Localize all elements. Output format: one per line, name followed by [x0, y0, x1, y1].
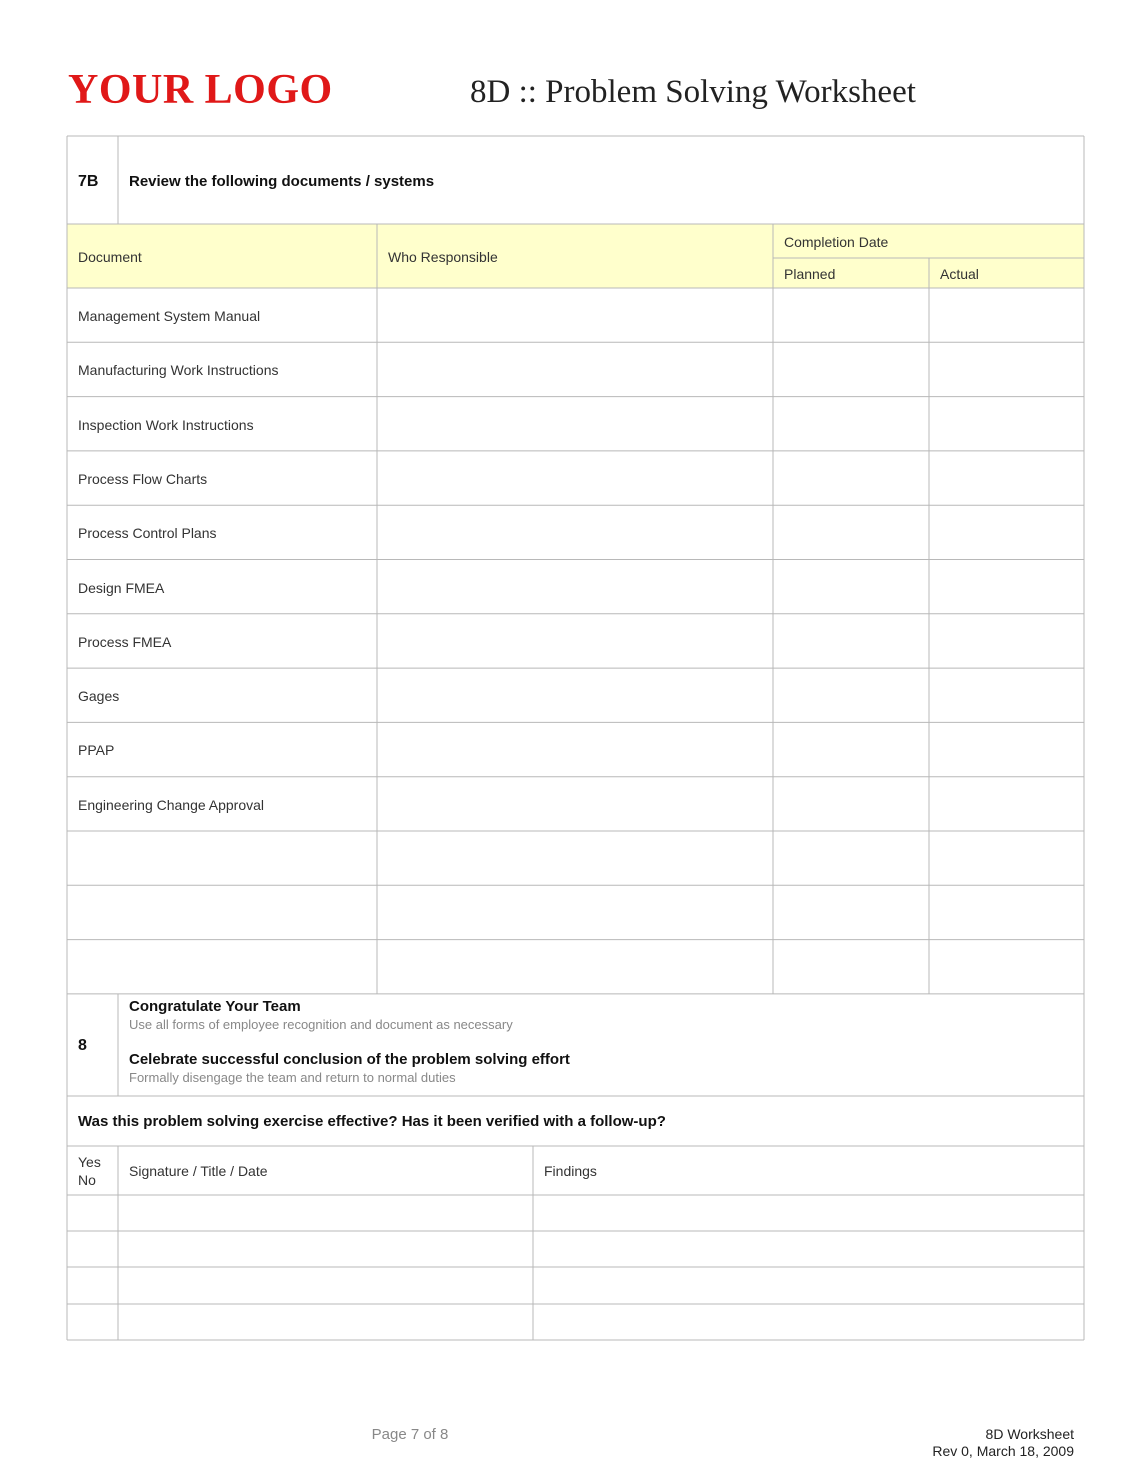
page-number: Page 7 of 8	[371, 1426, 449, 1443]
document-row-label: Manufacturing Work Instructions	[78, 362, 279, 379]
column-header-actual: Actual	[940, 266, 979, 282]
document-row-label: Engineering Change Approval	[78, 796, 265, 813]
column-header-planned: Planned	[784, 266, 836, 282]
footer-doc-name: 8D Worksheet	[985, 1426, 1074, 1442]
document-row-label: Process Control Plans	[78, 525, 217, 542]
column-header-completion-date: Completion Date	[784, 234, 889, 250]
column-header-no: No	[78, 1172, 96, 1188]
document-row-label: Gages	[78, 688, 120, 705]
effectiveness-question: Was this problem solving exercise effective? Has it been verified with a follow-up?	[78, 1113, 666, 1130]
document-row-label: Design FMEA	[78, 579, 165, 596]
document-row-label: PPAP	[78, 742, 115, 759]
column-header-who-responsible: Who Responsible	[388, 249, 498, 265]
section-7b-heading: Review the following documents / systems	[129, 173, 435, 190]
document-row-label: Management System Manual	[78, 308, 261, 324]
column-header-document: Document	[78, 249, 142, 265]
page-title: 8D :: Problem Solving Worksheet	[470, 74, 916, 110]
section-8-number: 8	[78, 1037, 87, 1054]
section-8-title-celebrate: Celebrate successful conclusion of the problem solving effort	[129, 1051, 570, 1068]
column-header-signature: Signature / Title / Date	[129, 1163, 268, 1179]
company-logo: YOUR LOGO	[68, 67, 333, 113]
section-8-sub-recognition: Use all forms of employee recognition and document as necessary	[129, 1017, 513, 1032]
section-8-title-congratulate: Congratulate Your Team	[129, 998, 301, 1015]
document-row-label: Inspection Work Instructions	[78, 416, 254, 433]
section-7b-number: 7B	[78, 173, 99, 190]
column-header-findings: Findings	[544, 1163, 597, 1179]
document-row-label: Process Flow Charts	[78, 470, 208, 487]
document-row-label: Process FMEA	[78, 633, 172, 650]
column-header-yes: Yes	[78, 1154, 101, 1170]
footer-revision: Rev 0, March 18, 2009	[932, 1443, 1074, 1459]
section-8-sub-disengage: Formally disengage the team and return to normal duties	[129, 1070, 456, 1085]
footer-doc-info	[932, 1426, 1074, 1460]
